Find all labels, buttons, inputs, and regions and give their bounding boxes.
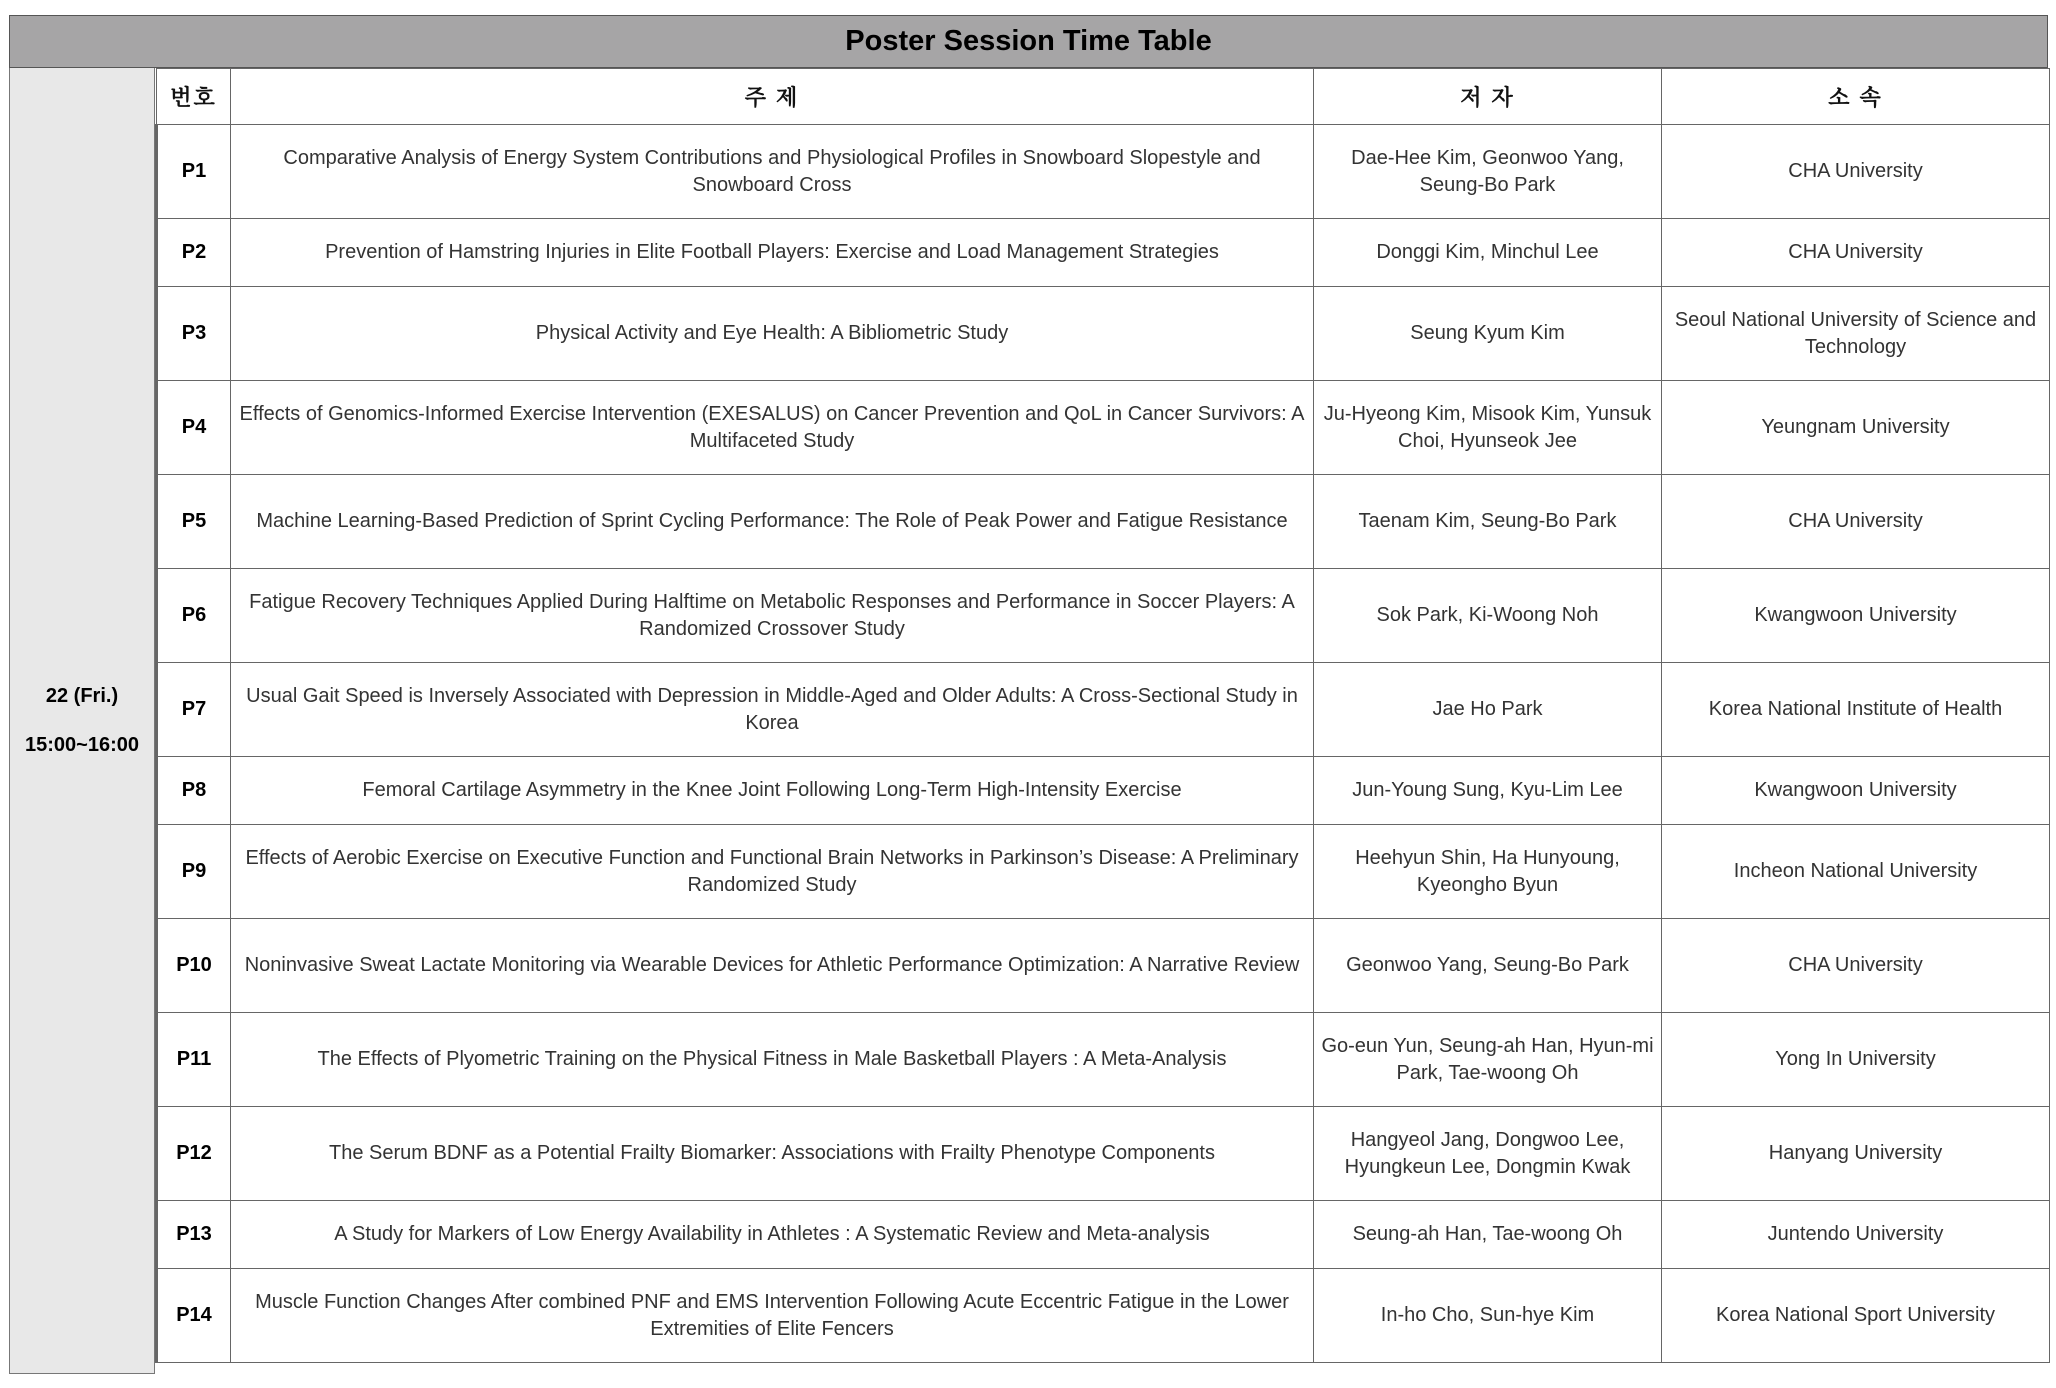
row-topic: Effects of Aerobic Exercise on Executive Function and Functional Brain Networks in Parkinson’s Disease: A Preliminary Randomized Study (231, 825, 1314, 919)
table-row (157, 663, 2050, 757)
poster-table (155, 68, 2050, 1363)
row-affiliation: Korea National Sport University (1662, 1269, 2050, 1363)
table-row (157, 757, 2050, 825)
table-row (157, 1269, 2050, 1363)
row-affiliation: Korea National Institute of Health (1662, 663, 2050, 757)
row-num: P9 (157, 825, 231, 919)
row-authors: In-ho Cho, Sun-hye Kim (1314, 1269, 1662, 1363)
table-row (157, 825, 2050, 919)
page-title: Poster Session Time Table (9, 15, 2048, 68)
timetable (9, 15, 2048, 1388)
table-row (157, 475, 2050, 569)
row-affiliation: Juntendo University (1662, 1201, 2050, 1269)
row-authors: Seung Kyum Kim (1314, 287, 1662, 381)
row-authors: Heehyun Shin, Ha Hunyoung, Kyeongho Byun (1314, 825, 1662, 919)
table-row (157, 1201, 2050, 1269)
row-authors: Jae Ho Park (1314, 663, 1662, 757)
row-affiliation: Incheon National University (1662, 825, 2050, 919)
row-affiliation: Yong In University (1662, 1013, 2050, 1107)
row-authors: Go-eun Yun, Seung-ah Han, Hyun-mi Park, Tae-woong Oh (1314, 1013, 1662, 1107)
header-authors: 저 자 (1314, 69, 1662, 125)
row-authors: Hangyeol Jang, Dongwoo Lee, Hyungkeun Lee, Dongmin Kwak (1314, 1107, 1662, 1201)
row-authors: Seung-ah Han, Tae-woong Oh (1314, 1201, 1662, 1269)
row-authors: Donggi Kim, Minchul Lee (1314, 219, 1662, 287)
table-row (157, 125, 2050, 219)
row-num: P3 (157, 287, 231, 381)
table-row (157, 919, 2050, 1013)
row-topic: Noninvasive Sweat Lactate Monitoring via Wearable Devices for Athletic Performance Optimization: A Narrative Review (231, 919, 1314, 1013)
row-authors: Taenam Kim, Seung-Bo Park (1314, 475, 1662, 569)
row-affiliation: Yeungnam University (1662, 381, 2050, 475)
row-num: P14 (157, 1269, 231, 1363)
row-authors: Dae-Hee Kim, Geonwoo Yang, Seung-Bo Park (1314, 125, 1662, 219)
row-num: P8 (157, 757, 231, 825)
table-area (9, 68, 2048, 1388)
row-topic: Usual Gait Speed is Inversely Associated with Depression in Middle-Aged and Older Adults: A Cross-Sectional Study in Korea (231, 663, 1314, 757)
row-topic: Fatigue Recovery Techniques Applied During Halftime on Metabolic Responses and Performance in Soccer Players: A Randomized Crossover Study (231, 569, 1314, 663)
row-num: P5 (157, 475, 231, 569)
row-topic: Muscle Function Changes After combined PNF and EMS Intervention Following Acute Eccentric Fatigue in the Lower Extremities of Elite Fencers (231, 1269, 1314, 1363)
row-topic: Comparative Analysis of Energy System Contributions and Physiological Profiles in Snowboard Slopestyle and Snowboard Cross (231, 125, 1314, 219)
table-row (157, 1107, 2050, 1201)
row-num: P13 (157, 1201, 231, 1269)
row-authors: Geonwoo Yang, Seung-Bo Park (1314, 919, 1662, 1013)
row-topic: Physical Activity and Eye Health: A Bibliometric Study (231, 287, 1314, 381)
row-topic: Prevention of Hamstring Injuries in Elite Football Players: Exercise and Load Management Strategies (231, 219, 1314, 287)
row-topic: Machine Learning-Based Prediction of Sprint Cycling Performance: The Role of Peak Power and Fatigue Resistance (231, 475, 1314, 569)
row-num: P7 (157, 663, 231, 757)
row-affiliation: Seoul National University of Science and Technology (1662, 287, 2050, 381)
row-topic: A Study for Markers of Low Energy Availability in Athletes : A Systematic Review and Meta-analysis (231, 1201, 1314, 1269)
session-date: 22 (Fri.) (45, 684, 119, 707)
header-num: 번호 (157, 69, 231, 125)
row-num: P11 (157, 1013, 231, 1107)
header-row (157, 69, 2050, 125)
row-topic: The Effects of Plyometric Training on the Physical Fitness in Male Basketball Players : A Meta-Analysis (231, 1013, 1314, 1107)
row-affiliation: CHA University (1662, 219, 2050, 287)
table-row (157, 1013, 2050, 1107)
session-time: 15:00~16:00 (25, 733, 139, 756)
row-affiliation: Hanyang University (1662, 1107, 2050, 1201)
row-authors: Jun-Young Sung, Kyu-Lim Lee (1314, 757, 1662, 825)
row-num: P4 (157, 381, 231, 475)
row-affiliation: Kwangwoon University (1662, 569, 2050, 663)
row-authors: Ju-Hyeong Kim, Misook Kim, Yunsuk Choi, Hyunseok Jee (1314, 381, 1662, 475)
row-topic: Effects of Genomics-Informed Exercise Intervention (EXESALUS) on Cancer Prevention and QoL in Cancer Survivors: A Multifaceted Study (231, 381, 1314, 475)
row-num: P1 (157, 125, 231, 219)
table-row (157, 219, 2050, 287)
row-num: P2 (157, 219, 231, 287)
row-affiliation: Kwangwoon University (1662, 757, 2050, 825)
row-affiliation: CHA University (1662, 919, 2050, 1013)
header-topic: 주 제 (231, 69, 1314, 125)
table-row (157, 381, 2050, 475)
row-authors: Sok Park, Ki-Woong Noh (1314, 569, 1662, 663)
session-cell (9, 68, 155, 1374)
table-row (157, 569, 2050, 663)
row-topic: The Serum BDNF as a Potential Frailty Biomarker: Associations with Frailty Phenotype Components (231, 1107, 1314, 1201)
table-body (157, 125, 2050, 1363)
row-num: P10 (157, 919, 231, 1013)
row-num: P6 (157, 569, 231, 663)
row-num: P12 (157, 1107, 231, 1201)
row-affiliation: CHA University (1662, 475, 2050, 569)
row-topic: Femoral Cartilage Asymmetry in the Knee Joint Following Long-Term High-Intensity Exercise (231, 757, 1314, 825)
header-affiliation: 소 속 (1662, 69, 2050, 125)
row-affiliation: CHA University (1662, 125, 2050, 219)
table-row (157, 287, 2050, 381)
